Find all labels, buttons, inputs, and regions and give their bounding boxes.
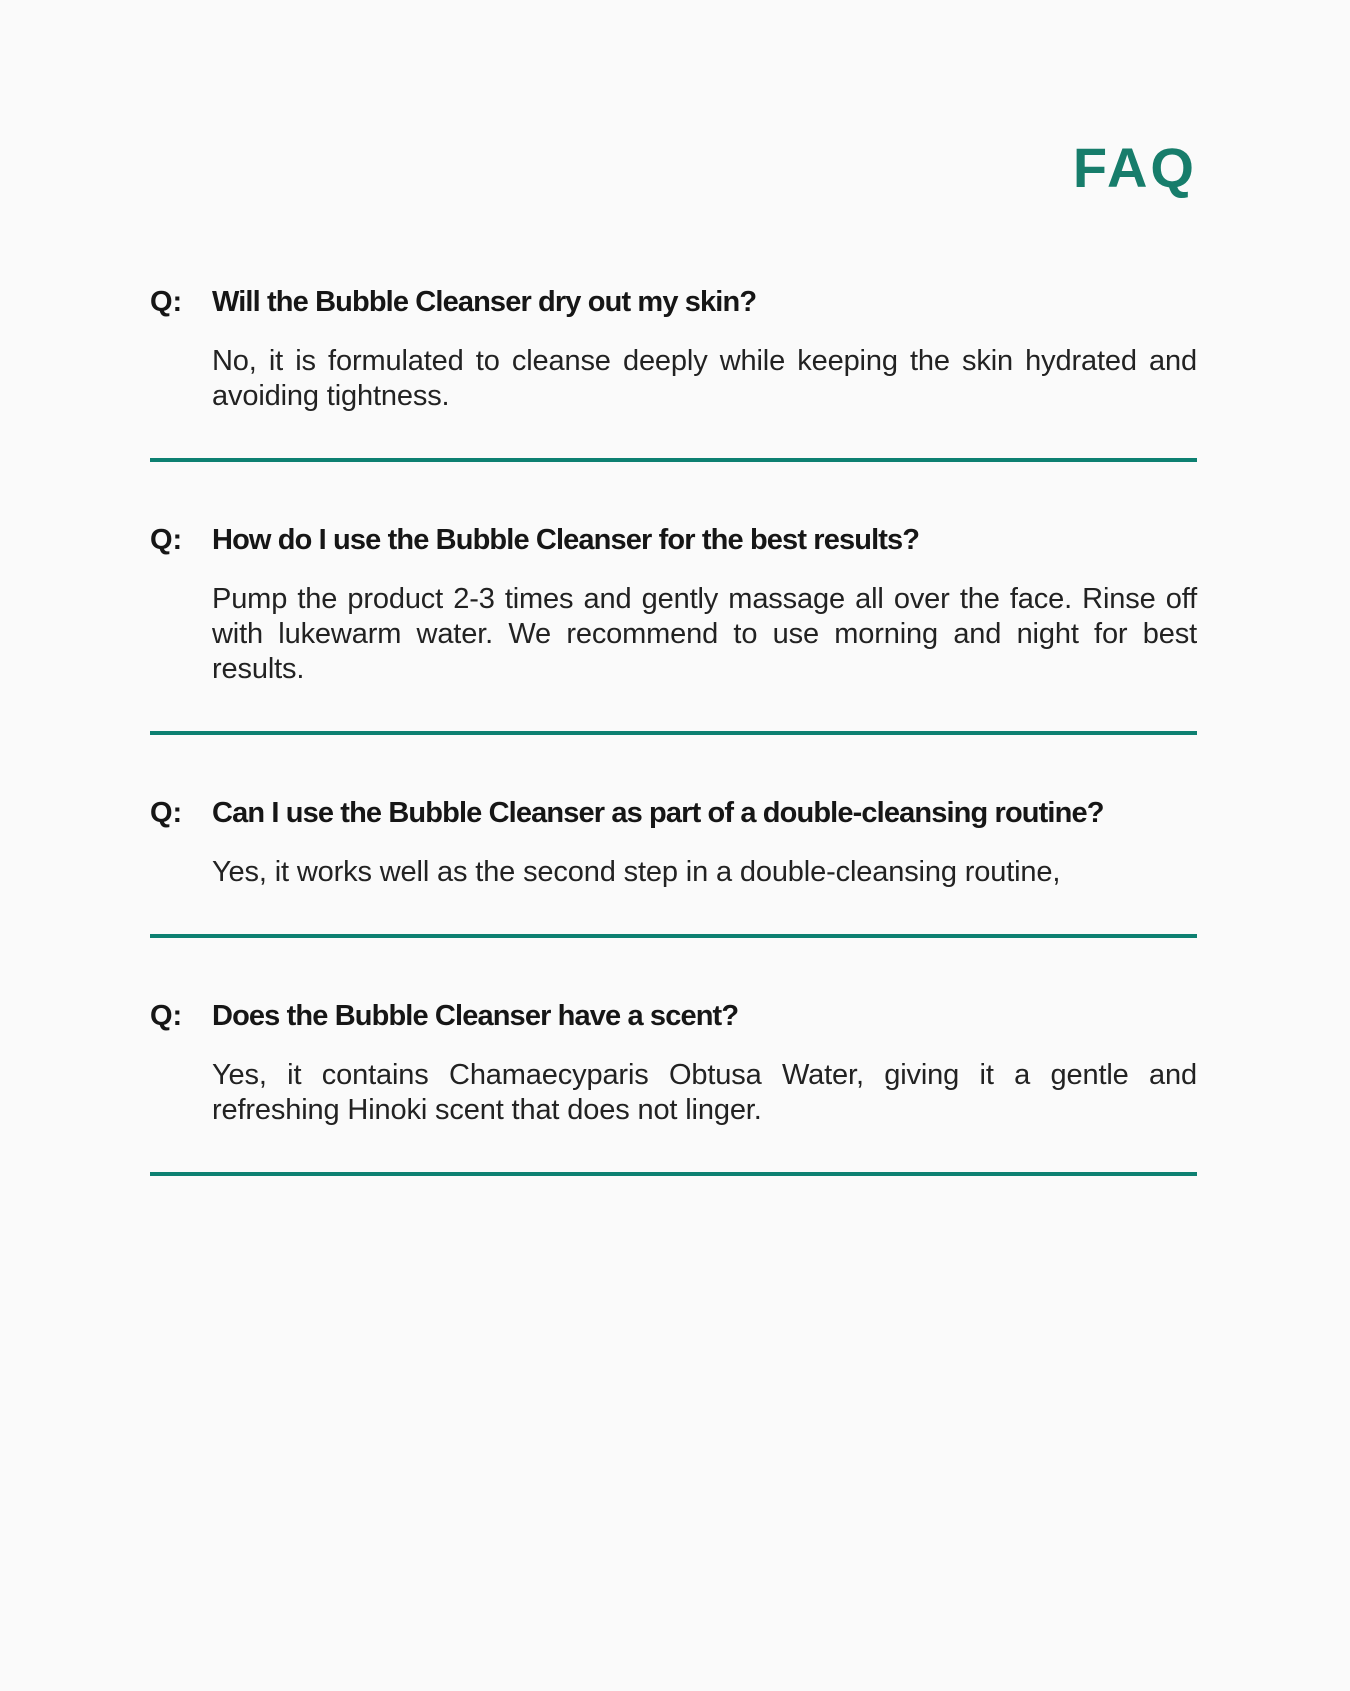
page-title: FAQ xyxy=(1072,136,1197,199)
question-label: Q: xyxy=(150,797,183,829)
question-label: Q: xyxy=(150,524,183,556)
question-label: Q: xyxy=(150,1000,183,1032)
faq-item xyxy=(150,795,1197,938)
faq-item xyxy=(150,998,1197,1176)
answer-text: No, it is formulated to cleanse deeply while keeping the skin hydrated and avoiding tightness. xyxy=(212,345,1197,412)
question-row xyxy=(150,522,1197,558)
section-divider xyxy=(150,1172,1197,1176)
question-label: Q: xyxy=(150,286,183,318)
question-row xyxy=(150,795,1197,831)
answer-text: Yes, it works well as the second step in a double-cleansing routine, xyxy=(212,856,1061,888)
faq-item xyxy=(150,284,1197,462)
question-text: How do I use the Bubble Cleanser for the best results? xyxy=(212,524,920,556)
faq-item xyxy=(150,522,1197,735)
question-text: Does the Bubble Cleanser have a scent? xyxy=(212,1000,739,1032)
question-text: Will the Bubble Cleanser dry out my skin? xyxy=(212,286,757,318)
section-divider xyxy=(150,934,1197,938)
page-header xyxy=(150,136,1197,199)
question-row xyxy=(150,284,1197,320)
question-row xyxy=(150,998,1197,1034)
section-divider xyxy=(150,731,1197,735)
answer-text: Yes, it contains Chamaecyparis Obtusa Water, giving it a gentle and refreshing Hinoki scent that does not linger. xyxy=(212,1059,1197,1126)
question-text: Can I use the Bubble Cleanser as part of a double-cleansing routine? xyxy=(212,797,1104,829)
faq-list xyxy=(150,284,1197,1176)
answer-text: Pump the product 2-3 times and gently massage all over the face. Rinse off with lukewarm water. We recommend to use morning and night for best results. xyxy=(212,583,1197,685)
section-divider xyxy=(150,458,1197,462)
